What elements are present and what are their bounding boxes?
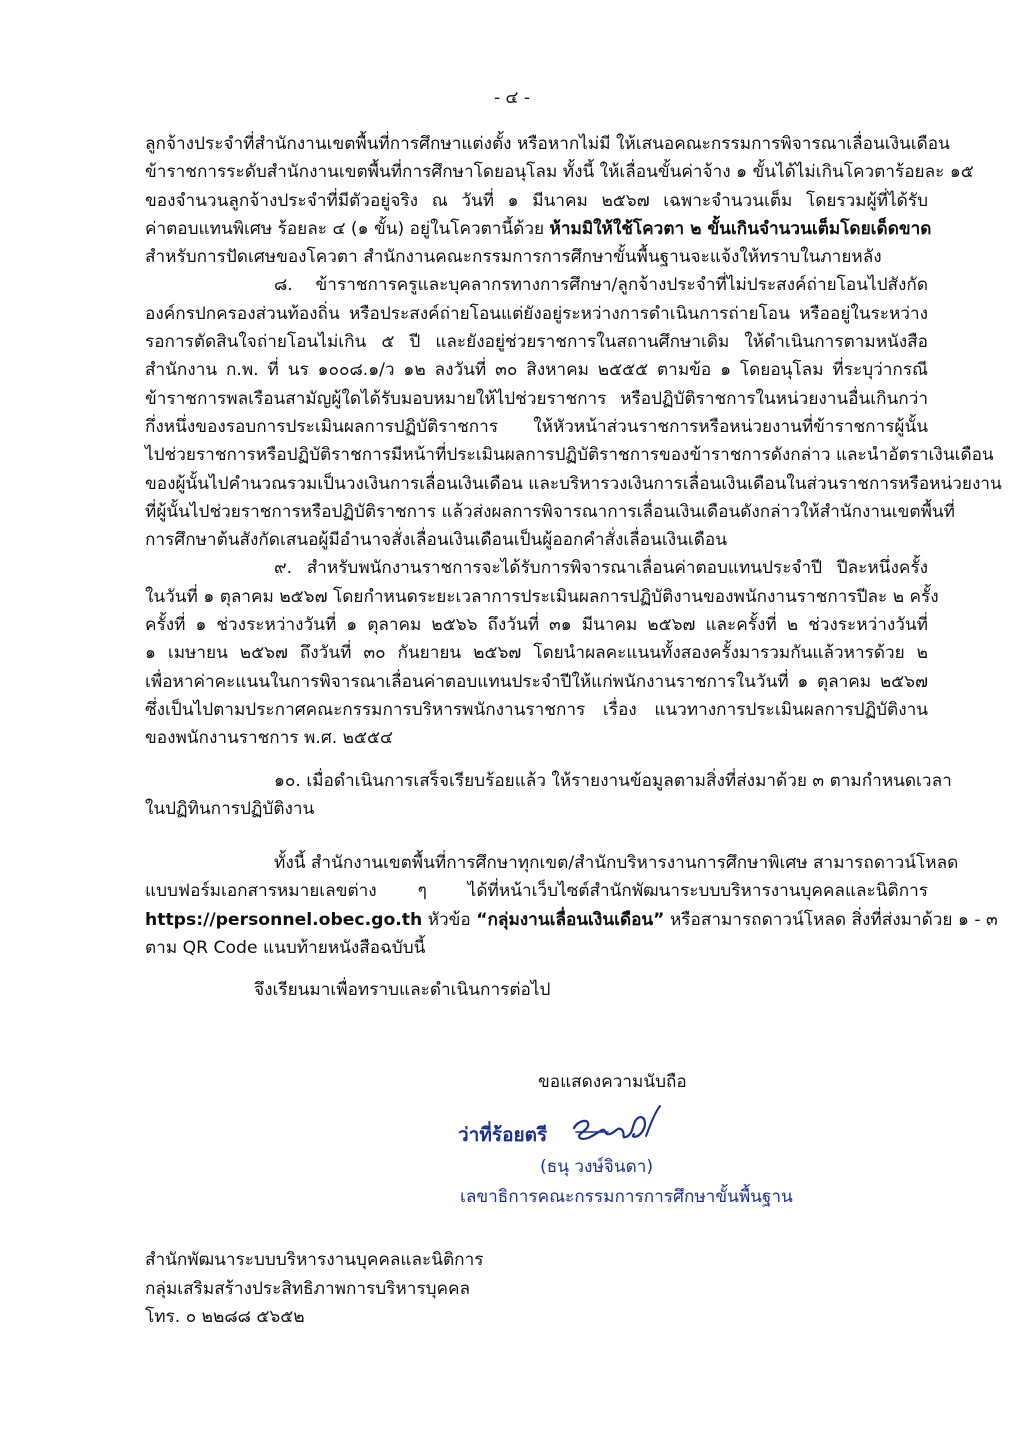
body-line: ข้าราชการพลเรือนสามัญผู้ใดได้รับมอบหมายให้ไปช่วยราชการ หรือปฏิบัติราชการในหน่วยงานอื่นเกินกว่า — [145, 388, 928, 409]
acting-rank: ว่าที่ร้อยตรี — [458, 1124, 548, 1146]
page-number: - ๔ - — [494, 88, 530, 108]
body-line: กึ่งหนึ่งของรอบการประเมินผลการปฏิบัติราชการ ให้หัวหน้าส่วนราชการหรือหน่วยงานที่ข้าราชการผู้นั้น — [145, 416, 928, 437]
body-line: ที่ผู้นั้นไปช่วยราชการหรือปฏิบัติราชการ แล้วส่งผลการพิจารณาการเลื่อนเงินเดือนดังกล่าวให้สำนักงานเขตพื้นที่ — [145, 501, 955, 522]
closing-salutation: ขอแสดงความนับถือ — [538, 1072, 687, 1092]
letter-body — [145, 130, 1002, 1005]
body-line: ครั้งที่ ๑ ช่วงระหว่างวันที่ ๑ ตุลาคม ๒๕๖๖ ถึงวันที่ ๓๑ มีนาคม ๒๕๖๗ และครั้งที่ ๒ ช่วงระหว่างวันที่ — [145, 615, 928, 636]
body-line: ซึ่งเป็นไปตามประกาศคณะกรรมการบริหารพนักงานราชการ เรื่อง แนวทางการประเมินผลการปฏิบัติงาน — [145, 699, 928, 720]
quota-prohibition: ห้ามมิให้ใช้โควตา ๒ ขั้นเกินจำนวนเต็มโดยเด็ดขาด — [549, 218, 932, 239]
body-line: ของจำนวนลูกจ้างประจำที่มีตัวอยู่จริง ณ วันที่ ๑ มีนาคม ๒๕๖๗ เฉพาะจำนวนเต็ม โดยรวมผู้ที่ได้รับ — [145, 190, 928, 211]
body-line — [145, 215, 932, 243]
footer-phone: โทร. ๐ ๒๒๘๘ ๕๖๕๒ — [145, 1307, 305, 1327]
body-line: ทั้งนี้ สำนักงานเขตพื้นที่การศึกษาทุกเขต/สำนักบริหารงานการศึกษาพิเศษ สามารถดาวน์โหลด — [274, 853, 959, 874]
body-line: ๑ เมษายน ๒๕๖๗ ถึงวันที่ ๓๐ กันยายน ๒๕๖๗ โดยนำผลคะแนนทั้งสองครั้งมารวมกันแล้วหารด้วย ๒ — [145, 643, 928, 664]
body-line: ของพนักงานราชการ พ.ศ. ๒๕๕๔ — [145, 728, 394, 749]
body-line: ๑๐. เมื่อดำเนินการเสร็จเรียบร้อยแล้ว ให้รายงานข้อมูลตามสิ่งที่ส่งมาด้วย ๓ ตามกำหนดเวลา — [274, 770, 952, 791]
body-line: ๘. ข้าราชการครูและบุคลากรทางการศึกษา/ลูกจ้างประจำที่ไม่ประสงค์ถ่ายโอนไปสังกัด — [274, 275, 928, 296]
request-line: จึงเรียนมาเพื่อทราบและดำเนินการต่อไป — [254, 980, 551, 1001]
body-line: ตาม QR Code แนบท้ายหนังสือฉบับนี้ — [145, 938, 426, 959]
footer-group: กลุ่มเสริมสร้างประสิทธิภาพการบริหารบุคคล — [145, 1278, 471, 1299]
footer-contact — [145, 1246, 483, 1332]
body-line: รอการตัดสินใจถ่ายโอนไม่เกิน ๕ ปี และยังอยู่ช่วยราชการในสถานศึกษาเดิม ให้ดำเนินการตามหนังสือ — [145, 332, 928, 353]
body-line: สำหรับการปัดเศษของโควตา สำนักงานคณะกรรมการการศึกษาขั้นพื้นฐานจะแจ้งให้ทราบในภายหลัง — [145, 247, 882, 268]
footer-office: สำนักพัฒนาระบบบริหารงานบุคคลและนิติการ — [145, 1250, 484, 1270]
website-url: https://personnel.obec.go.th — [145, 909, 423, 930]
body-line: แบบฟอร์มเอกสารหมายเลขต่าง ๆ ได้ที่หน้าเว็บไซต์สำนักพัฒนาระบบบริหารงานบุคคลและนิติการ — [145, 881, 928, 902]
body-line: ในปฏิทินการปฏิบัติงาน — [145, 798, 315, 819]
body-line: องค์กรปกครองส่วนท้องถิ่น หรือประสงค์ถ่ายโอนแต่ยังอยู่ระหว่างการดำเนินการถ่ายโอน หรืออยู่ในระหว่าง — [145, 303, 928, 324]
body-line: เพื่อหาค่าคะแนนในการพิจารณาเลื่อนค่าตอบแทนประจำปีให้แก่พนักงานราชการในวันที่ ๑ ตุลาคม ๒๕๖๗ — [145, 671, 928, 692]
body-line: https://personnel.obec.go.th หัวข้อ “กลุ่มงานเลื่อนเงินเดือน” หรือสามารถดาวน์โหลด สิ่งที่ส่งมาด้วย ๑ - ๓ — [145, 909, 998, 930]
signatory-position: เลขาธิการคณะกรรมการการศึกษาขั้นพื้นฐาน — [460, 1187, 793, 1207]
body-line: ของผู้นั้นไปคำนวณรวมเป็นวงเงินการเลื่อนเงินเดือน และบริหารวงเงินการเลื่อนเงินเดือนในส่วนราชการหรือหน่วยงาน — [145, 473, 1002, 494]
body-line: สำนักงาน ก.พ. ที่ นร ๑๐๐๘.๑/ว ๑๒ ลงวันที่ ๓๐ สิงหาคม ๒๕๕๕ ตามข้อ ๑ โดยอนุโลม ที่ระบุว่ากรณี — [145, 360, 928, 381]
body-line: การศึกษาต้นสังกัดเสนอผู้มีอำนาจสั่งเลื่อนเงินเดือนเป็นผู้ออกคำสั่งเลื่อนเงินเดือน — [145, 530, 728, 551]
body-line: ๙. สำหรับพนักงานราชการจะได้รับการพิจารณาเลื่อนค่าตอบแทนประจำปี ปีละหนึ่งครั้ง — [274, 558, 928, 579]
body-line: ในวันที่ ๑ ตุลาคม ๒๕๖๗ โดยกำหนดระยะเวลาการประเมินผลการปฏิบัติงานของพนักงานราชการปีละ ๒ ครั้ง — [145, 586, 939, 607]
body-line: ลูกจ้างประจำที่สำนักงานเขตพื้นที่การศึกษาแต่งตั้ง หรือหากไม่มี ให้เสนอคณะกรรมการพิจารณาเลื่อนเงินเดือน — [145, 134, 950, 154]
body-line: ข้าราชการระดับสำนักงานเขตพื้นที่การศึกษาโดยอนุโลม ทั้งนี้ ให้เลื่อนขั้นค่าจ้าง ๑ ขั้นได้ไม่เกินโควตาร้อยละ ๑๕ — [145, 162, 974, 183]
signatory-name: (ธนุ วงษ์จินดา) — [540, 1157, 654, 1177]
handwritten-signature — [568, 1102, 664, 1152]
body-line: ไปช่วยราชการหรือปฏิบัติราชการมีหน้าที่ประเมินผลการปฏิบัติราชการของข้าราชการดังกล่าว และนำอัตราเงินเดือน — [145, 445, 994, 466]
topic-name: “กลุ่มงานเลื่อนเงินเดือน” — [476, 909, 665, 930]
quota-note: ค่าตอบแทนพิเศษ ร้อยละ ๔ (๑ ขั้น) อยู่ในโควตานี้ด้วย — [145, 218, 545, 239]
